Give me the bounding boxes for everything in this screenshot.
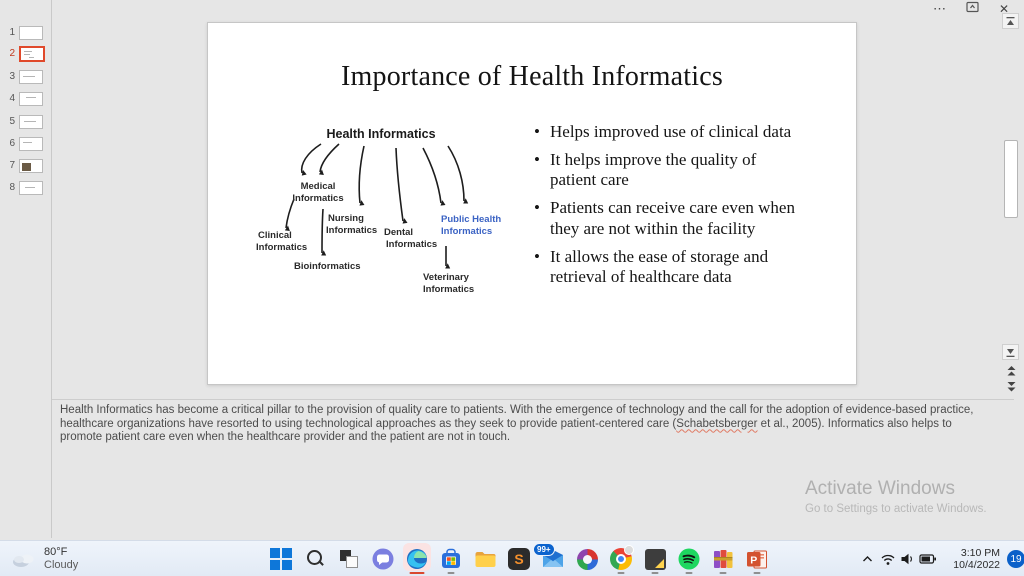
- slide-canvas[interactable]: [207, 22, 857, 385]
- powerpoint-letter: P: [750, 554, 758, 567]
- mail-unread-badge: 99+: [533, 543, 555, 556]
- edge-button[interactable]: [400, 543, 434, 575]
- slide-number: 8: [9, 182, 15, 193]
- chat-icon: [371, 547, 395, 571]
- start-button[interactable]: [264, 543, 298, 575]
- bullet-text: Helps improved use of clinical data: [550, 122, 792, 141]
- chrome-icon: [610, 548, 632, 570]
- previous-slide-button[interactable]: [1004, 364, 1019, 378]
- winrar-button[interactable]: [706, 543, 740, 575]
- diagram-nursing-line2: Informatics: [326, 225, 378, 236]
- thumbnail-content: [22, 163, 31, 171]
- store-button[interactable]: [434, 543, 468, 575]
- weather-condition: Cloudy: [44, 559, 79, 571]
- slide-number: 4: [9, 93, 15, 104]
- notes-spellcheck-word: Schabetsberger: [676, 417, 758, 430]
- speaker-notes[interactable]: [60, 404, 996, 445]
- store-icon: [439, 547, 463, 571]
- tray-chevron-up-icon[interactable]: [858, 551, 877, 567]
- thumbnail-slide-2-selected[interactable]: [0, 45, 52, 62]
- thumbnail-preview[interactable]: [19, 92, 43, 106]
- diagram-nursing-line1: Nursing: [328, 213, 364, 224]
- chrome-button[interactable]: [604, 543, 638, 575]
- slide-number: 6: [9, 138, 15, 149]
- notes-text-before: Health Informatics has become a critical pillar to the provision of quality care to patients. With the emergence of technology and the call for the adoption of evidence-based practice, healthcare organizations have resorted to using technological approaches as they seek to provide patient-centered care (: [60, 404, 974, 430]
- watermark-title: Activate Windows: [805, 478, 955, 499]
- bullet-marker: •: [534, 246, 540, 266]
- thumbnail-slide-5[interactable]: [0, 113, 52, 130]
- thumbnail-preview[interactable]: [19, 26, 43, 40]
- running-indicator: [754, 572, 761, 575]
- tray-time: 3:10 PM: [960, 546, 1000, 559]
- thumbnail-slide-1[interactable]: [0, 24, 52, 41]
- diagram-root-label: Health Informatics: [326, 127, 436, 141]
- diagram-public-health-line2: Informatics: [441, 226, 493, 237]
- thumbnail-preview[interactable]: [19, 70, 43, 84]
- sublime-text-icon: S: [508, 548, 530, 570]
- sticky-notes-button[interactable]: [638, 543, 672, 575]
- thumbnail-content: [23, 76, 35, 77]
- volume-icon[interactable]: [898, 551, 917, 567]
- thumbnail-slide-4[interactable]: [0, 90, 52, 107]
- edge-icon: [405, 547, 429, 571]
- thumbnail-content: [24, 54, 30, 55]
- folder-icon: [473, 547, 497, 571]
- thumbnail-slide-8[interactable]: [0, 179, 52, 196]
- sticky-notes-icon: [645, 549, 666, 570]
- powerpoint-button[interactable]: [740, 543, 774, 575]
- pinwheel-app-button[interactable]: [570, 543, 604, 575]
- winrar-icon: [711, 547, 735, 571]
- slide-bullet-list[interactable]: [534, 122, 796, 295]
- clock[interactable]: [942, 547, 1000, 572]
- mail-button[interactable]: [536, 543, 570, 575]
- thumbnail-content: [25, 187, 35, 188]
- running-indicator: [618, 572, 625, 575]
- system-tray: [858, 541, 1024, 576]
- search-icon: [304, 548, 326, 570]
- file-explorer-button[interactable]: [468, 543, 502, 575]
- chrome-profile-bubble: [624, 545, 634, 555]
- slide-number: 7: [9, 160, 15, 171]
- ribbon-display-options-icon[interactable]: [963, 1, 982, 17]
- diagram-dental-line2: Informatics: [386, 239, 438, 250]
- task-view-button[interactable]: [332, 543, 366, 575]
- wifi-icon[interactable]: [878, 551, 897, 567]
- thumbnail-preview[interactable]: [19, 181, 43, 195]
- thumbnail-preview[interactable]: [19, 137, 43, 151]
- bullet-item: [534, 150, 796, 191]
- search-button[interactable]: [298, 543, 332, 575]
- slide-number: 2: [9, 48, 15, 59]
- thumbnail-slide-3[interactable]: [0, 68, 52, 85]
- watermark-subtitle: Go to Settings to activate Windows.: [805, 503, 987, 515]
- slide-number: 5: [9, 116, 15, 127]
- spotify-button[interactable]: [672, 543, 706, 575]
- thumbnail-content: [29, 57, 34, 58]
- running-indicator: [410, 572, 425, 575]
- weather-temp: 80°F: [44, 546, 68, 558]
- bullet-item: [534, 122, 796, 143]
- bullet-item: [534, 247, 796, 288]
- thumbnail-preview[interactable]: [19, 46, 45, 62]
- sublime-text-button[interactable]: [502, 543, 536, 575]
- bullet-text: It helps improve the quality of patient care: [550, 149, 757, 190]
- slide-title[interactable]: Importance of Health Informatics: [341, 61, 723, 92]
- slide-number: 3: [9, 71, 15, 82]
- diagram-arrows: [286, 144, 464, 266]
- tray-date: 10/4/2022: [953, 559, 1000, 571]
- thumbnail-content: [24, 51, 32, 52]
- slide-number: 1: [9, 27, 15, 38]
- diagram-clinical-line1: Clinical: [258, 230, 292, 241]
- diagram-public-health-line1: Public Health: [441, 214, 502, 225]
- diagram-medical-line1: Medical: [300, 181, 336, 192]
- diagram-bioinformatics-label: Bioinformatics: [294, 261, 361, 272]
- next-slide-button[interactable]: [1004, 380, 1019, 394]
- health-informatics-diagram[interactable]: [241, 119, 521, 309]
- notification-count-badge[interactable]: 19: [1007, 550, 1024, 568]
- powerpoint-icon: [745, 547, 769, 571]
- bullet-text: It allows the ease of storage and retrieval of healthcare data: [550, 246, 769, 287]
- close-button[interactable]: ✕: [999, 2, 1010, 16]
- diagram-medical-line2: Informatics: [292, 193, 344, 204]
- chat-button[interactable]: [366, 543, 400, 575]
- spotify-icon: [677, 547, 701, 571]
- pinwheel-app-icon: [577, 549, 598, 570]
- more-options-button[interactable]: ⋯: [933, 1, 946, 16]
- thumbnail-content: [23, 142, 32, 143]
- diagram-veterinary-line1: Veterinary: [423, 272, 469, 283]
- bullet-item: [534, 198, 796, 239]
- running-indicator: [448, 572, 455, 575]
- thumbnail-preview[interactable]: [19, 159, 43, 173]
- thumbnail-slide-6[interactable]: [0, 135, 52, 152]
- thumbnail-slide-7[interactable]: [0, 157, 52, 174]
- window-controls: [930, 0, 1012, 18]
- notes-text-after: et al., 2005). Informatics also helps to promote patient care even when the healthcare provider and the patient are not in touch.: [60, 417, 952, 443]
- thumbnail-content: [26, 97, 36, 98]
- scroll-down-button[interactable]: [1002, 344, 1019, 360]
- bullet-text: Patients can receive care even when they are not within the facility: [550, 198, 795, 238]
- running-indicator: [720, 572, 727, 575]
- slide-thumbnail-pane: [0, 0, 52, 538]
- diagram-clinical-line2: Informatics: [256, 242, 308, 253]
- mail-icon: [537, 545, 565, 571]
- thumbnail-preview[interactable]: [19, 115, 43, 129]
- battery-icon[interactable]: [918, 551, 937, 567]
- task-view-icon: [337, 547, 361, 571]
- thumbnail-content: [24, 121, 36, 122]
- bullet-marker: •: [534, 149, 540, 169]
- diagram-dental-line1: Dental: [384, 227, 414, 238]
- activate-windows-watermark: [805, 478, 987, 515]
- scrollbar-thumb[interactable]: [1004, 140, 1018, 218]
- running-indicator: [652, 572, 659, 575]
- cloud-icon: [10, 550, 38, 568]
- bullet-marker: •: [534, 122, 540, 141]
- running-indicator: [686, 572, 693, 575]
- windows-logo-icon: [270, 548, 292, 570]
- diagram-veterinary-line2: Informatics: [423, 284, 475, 295]
- notes-pane-splitter[interactable]: [52, 399, 1014, 400]
- bullet-marker: •: [534, 198, 540, 218]
- taskbar-icons: [264, 543, 774, 575]
- weather-widget[interactable]: [10, 543, 78, 575]
- taskbar: [0, 540, 1024, 576]
